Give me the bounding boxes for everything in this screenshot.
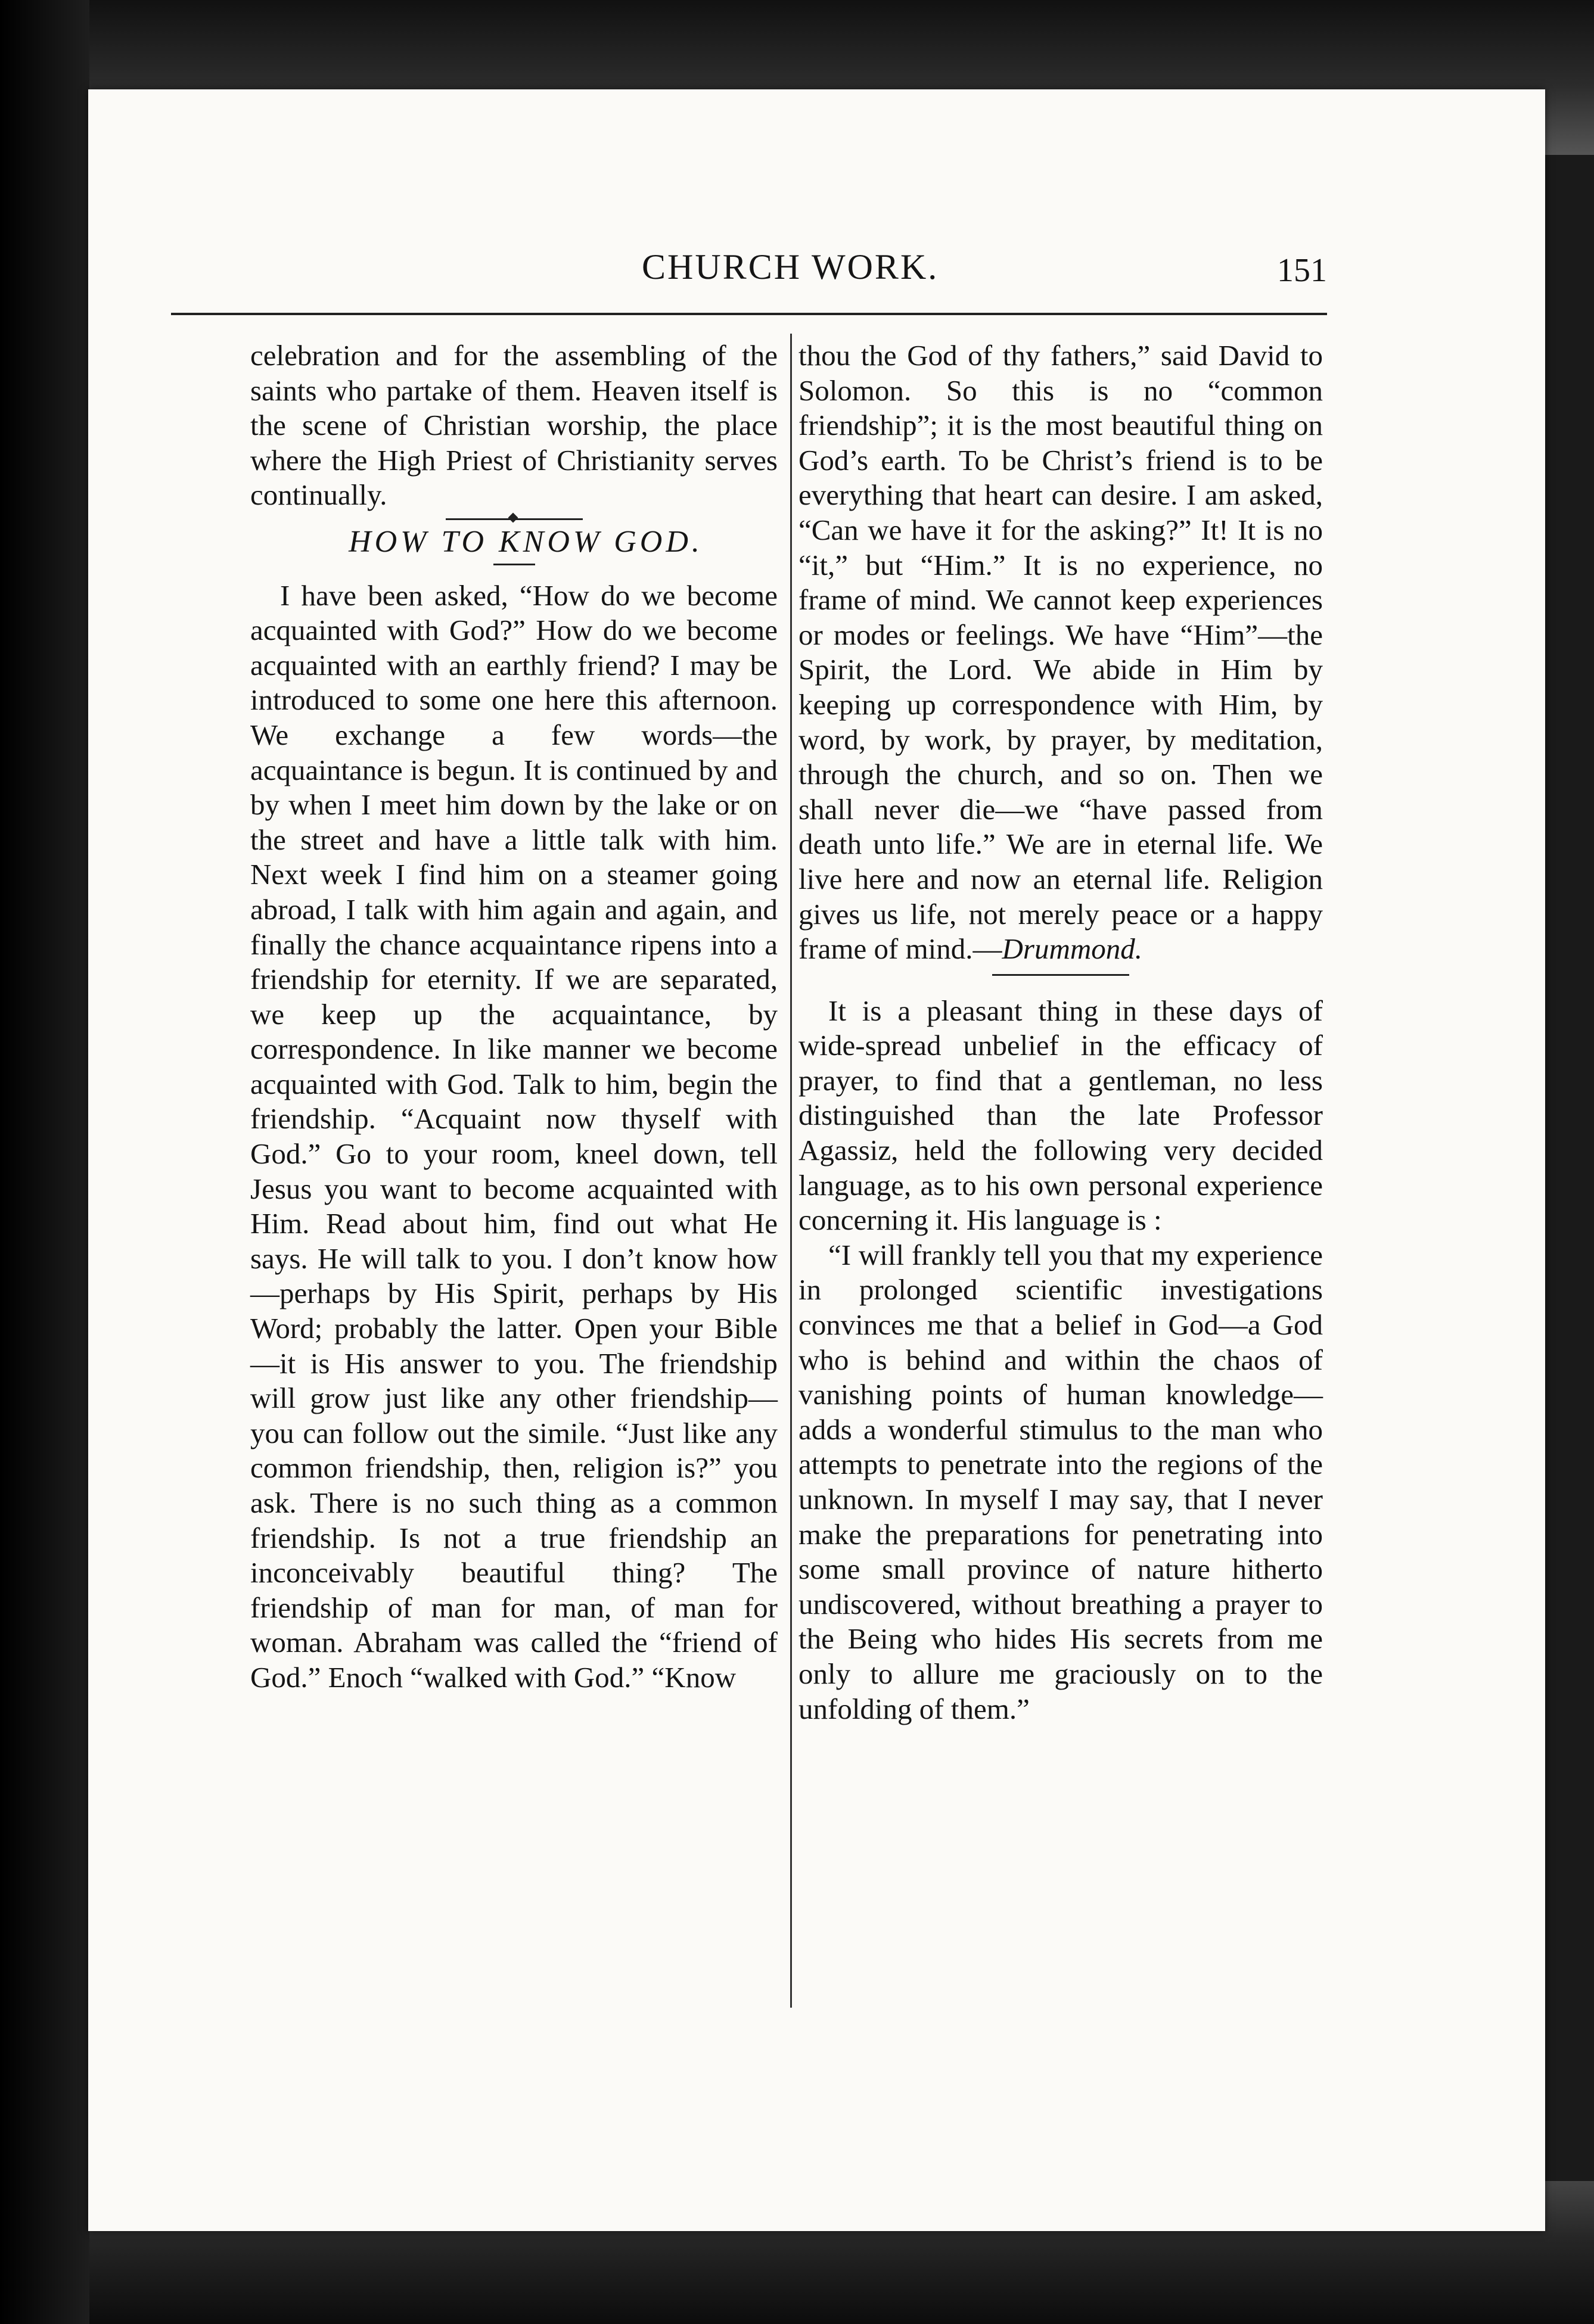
running-head: CHURCH WORK. (642, 247, 939, 287)
column-divider (790, 334, 792, 2008)
paragraph-agassiz-intro: It is a pleasant thing in these days of wide-spread unbelief in the efficacy of prayer, to find that a gentleman, no less distinguished than the late Professor Agassiz, held the following very decided language, as to his own personal experience concerning it. His language is : (798, 994, 1323, 1237)
section-title: HOW TO KNOW GOD. (349, 524, 703, 559)
scan-border-left (0, 0, 89, 2324)
ornament-rule (446, 513, 583, 525)
page-header (171, 243, 1327, 297)
header-rule (171, 313, 1327, 315)
page-number: 151 (1277, 252, 1327, 289)
paragraph-drummond-text: thou the God of thy fathers,” said David to Solomon. So this is no “common friendship”; it is the most beautiful thing on God’s earth. To be Christ’s friend is to be everything that heart can desire. I am asked, “Can we have it for the asking?” It! It is no “it,” but “Him.” It is no experience, no frame of mind. We cannot keep experiences or modes or feelings. We have “Him”—the Spirit, the Lord. We abide in Him by keeping up correspondence with Him, by word, by work, by prayer, by meditation, through the church, and so on. Then we shall never die—we “have passed from death unto life.” We are in eternal life. We live here and now an eternal life. Religion gives us life, not merely peace or a happy frame of mind.— (798, 339, 1323, 966)
right-column (798, 338, 1323, 1726)
author-attribution: Drummond. (1002, 932, 1143, 966)
paragraph-how-to-know-god: I have been asked, “How do we become acquainted with God?” How do we become acquainted with an earthly friend? I may be introduced to some one here this afternoon. We exchange a few words—the acquaintance is begun. It is continued by and by when I meet him down by the lake or on the street and have a little talk with him. Next week I find him on a steamer going abroad, I talk with him again and again, and finally the chance acquaintance ripens into a friendship for eternity. If we are separated, we keep up the acquaintance, by correspondence. In like manner we become acquainted with God. Talk to him, begin the friendship. “Acquaint now thyself with God.” Go to your room, kneel down, tell Jesus you want to become acquainted with Him. Read about him, find out what He says. He will talk to you. I don’t know how—perhaps by His Spirit, perhaps by His Word; probably the latter. Open your Bible—it is His answer to you. The friendship will grow just like any other friendship—you can follow out the simile. “Just like any common friendship, then, religion is?” you ask. There is no such thing as a common friendship. Is not a true friendship an inconceivably beautiful thing? The friendship of man for man, of man for woman. Abraham was called the “friend of God.” Enoch “walked with God.” “Know (250, 578, 778, 1694)
left-column (250, 338, 778, 1695)
separator-rule (992, 974, 1129, 976)
title-underline (493, 564, 535, 565)
paragraph-agassiz-quote: “I will frankly tell you that my experience in prolonged scientific investigations convinces me that a belief in God—a God who is behind and within the chaos of vanishing points of human knowledge—adds a wonderful stimulus to the man who attempts to penetrate into the regions of the unknown. In myself I may say, that I never make the preparations for penetrating into some small province of nature hitherto undiscovered, without breathing a prayer to the Being who hides His secrets from me only to allure me graciously on to the unfolding of them.” (798, 1238, 1323, 1725)
paragraph-continued: celebration and for the assembling of the saints who partake of them. Heaven itself is the scene of Christian worship, the place where the High Priest of Christianity serves continually. (250, 339, 778, 512)
paragraph-drummond (798, 338, 1323, 967)
